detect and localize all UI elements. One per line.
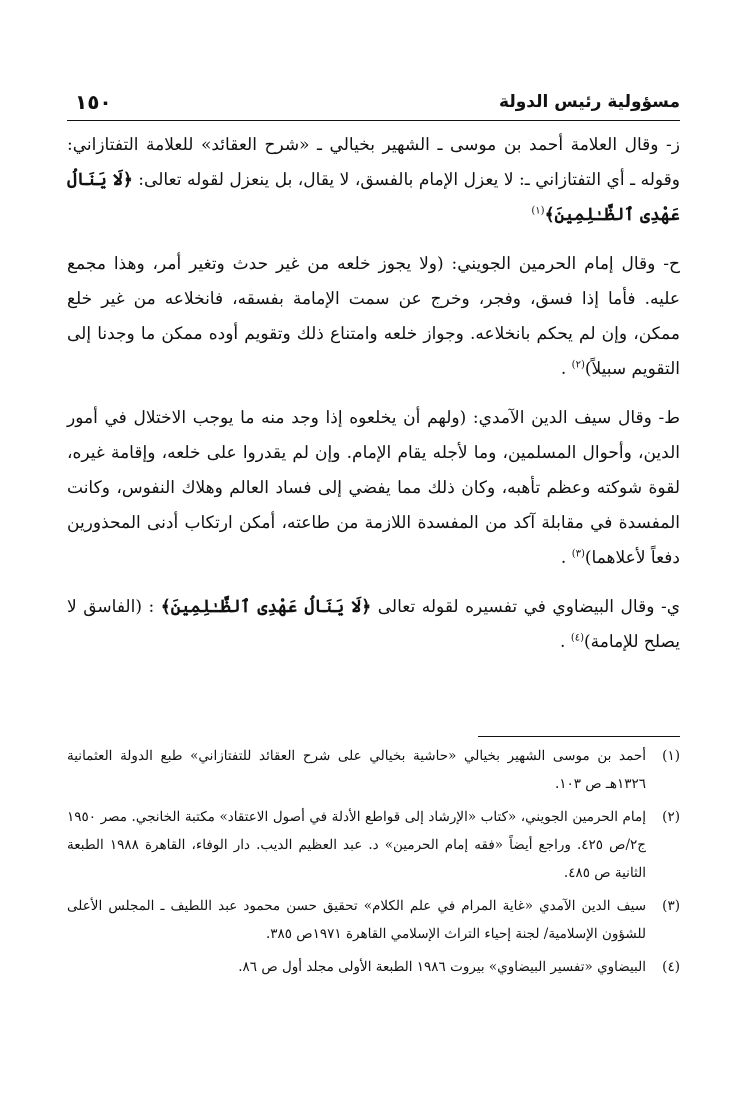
footnote-separator — [478, 736, 680, 737]
footnote-number: (١) — [662, 748, 680, 764]
quran-verse: ﴿لَا يَنَالُ عَهْدِى ٱلظَّـٰلِمِينَ﴾ — [160, 597, 372, 617]
paragraph-z — [67, 128, 680, 233]
footnote-marker[interactable]: (٢) — [571, 359, 585, 371]
footnote-number: (٢) — [662, 809, 680, 825]
main-text — [67, 128, 680, 660]
footnote-text: إمام الحرمين الجويني، «كتاب «الإرشاد إلى قواطع الأدلة في أصول الاعتقاد» مكتبة الخانجي. مصر ١٩٥٠ ج٢/ص ٤٢٥. وراجع أيضاً «فقه إمام الحرمين» د. عبد العظيم الديب. دار الوفاء، القاهرة ١٩٨٨ الطبعة الثانية ص ٤٨٥. — [67, 809, 646, 881]
footnote-text: البيضاوي «تفسير البيضاوي» بيروت ١٩٨٦ الطبعة الأولى مجلد أول ص ٨٦. — [238, 959, 646, 975]
quran-verse: ﴿لَا يَنَالُ عَهْدِى ٱلظَّـٰلِمِينَ﴾ — [67, 170, 680, 225]
footnote-marker[interactable]: (٣) — [571, 548, 585, 560]
paragraph-tail: . — [560, 359, 572, 379]
footnote-item — [67, 742, 680, 798]
footnote-marker[interactable]: (٤) — [570, 632, 585, 644]
paragraph-text: ز- وقال العلامة أحمد بن موسى ـ الشهير بخيالي ـ «شرح العقائد» للعلامة التفتازاني: وقوله ـ أي التفتازاني ـ: لا يعزل الإمام بالفسق، لا يقال، بل ينعزل لقوله تعالى: — [67, 135, 680, 190]
running-title: مسؤولية رئيس الدولة — [499, 92, 680, 112]
page-number: ١٥٠ — [75, 90, 112, 114]
paragraph-tail: : (الفاسق لا يصلح للإمامة) — [67, 597, 680, 652]
running-header — [67, 92, 680, 121]
footnote-text: أحمد بن موسى الشهير بخيالي «حاشية بخيالي على شرح العقائد للتفتازاني» طبع الدولة العثمانية ١٣٢٦هـ ص ١٠٣. — [67, 748, 646, 792]
paragraph-text: ي- وقال البيضاوي في تفسيره لقوله تعالى — [371, 597, 681, 617]
paragraph-t — [67, 401, 680, 576]
paragraph-text: ح- وقال إمام الحرمين الجويني: (ولا يجوز خلعه من غير حدث وتغير أمر، وهذا مجمع عليه. فأما إذا فسق، وفجر، وخرج عن سمت الإمامة بفسقه، فانخلاعه من غير خلع ممكن، وإن لم يحكم بانخلاعه. وجواز خلعه وامتناع ذلك وتقويم أوده ممكن ما وجدنا إلى التقويم سبيلاً) — [67, 254, 680, 379]
footnote-item — [67, 892, 680, 948]
footnote-text: سيف الدين الآمدي «غاية المرام في علم الكلام» تحقيق حسن محمود عبد اللطيف ـ المجلس الأعلى للشؤون الإسلامية/ لجنة إحياء التراث الإسلامي القاهرة ١٩٧١ص ٣٨٥. — [67, 898, 646, 942]
footnote-item — [67, 953, 680, 981]
paragraph-tail: . — [560, 548, 572, 568]
paragraph-h — [67, 247, 680, 387]
footnote-number: (٤) — [662, 959, 680, 975]
footnotes — [67, 742, 680, 986]
footnote-number: (٣) — [662, 898, 680, 914]
paragraph-text: ط- وقال سيف الدين الآمدي: (ولهم أن يخلعوه إذا وجد منه ما يوجب الاختلال في أمور الدين، وأحوال المسلمين، وما لأجله يقام الإمام. وإن لم يقدروا على خلعه، وإقامة غيره، لقوة شوكته وعظم تأهبه، وكان ذلك مما يفضي إلى فساد العالم وهلاك النفوس، وكانت المفسدة في مقابلة آكد من المفسدة اللازمة من طاعته، أمكن ارتكاب أدنى المحذورين دفعاً لأعلاهما) — [67, 408, 680, 568]
footnote-item — [67, 803, 680, 887]
footnote-marker[interactable]: (١) — [531, 205, 545, 217]
paragraph-y: ي- وقال البيضاوي في تفسيره لقوله تعالى ﴿لَا يَنَالُ عَهْدِى ٱلظَّـٰلِمِينَ﴾ : (الفاسق لا يصلح للإمامة)$^{(٤)}$ . — [67, 597, 681, 652]
